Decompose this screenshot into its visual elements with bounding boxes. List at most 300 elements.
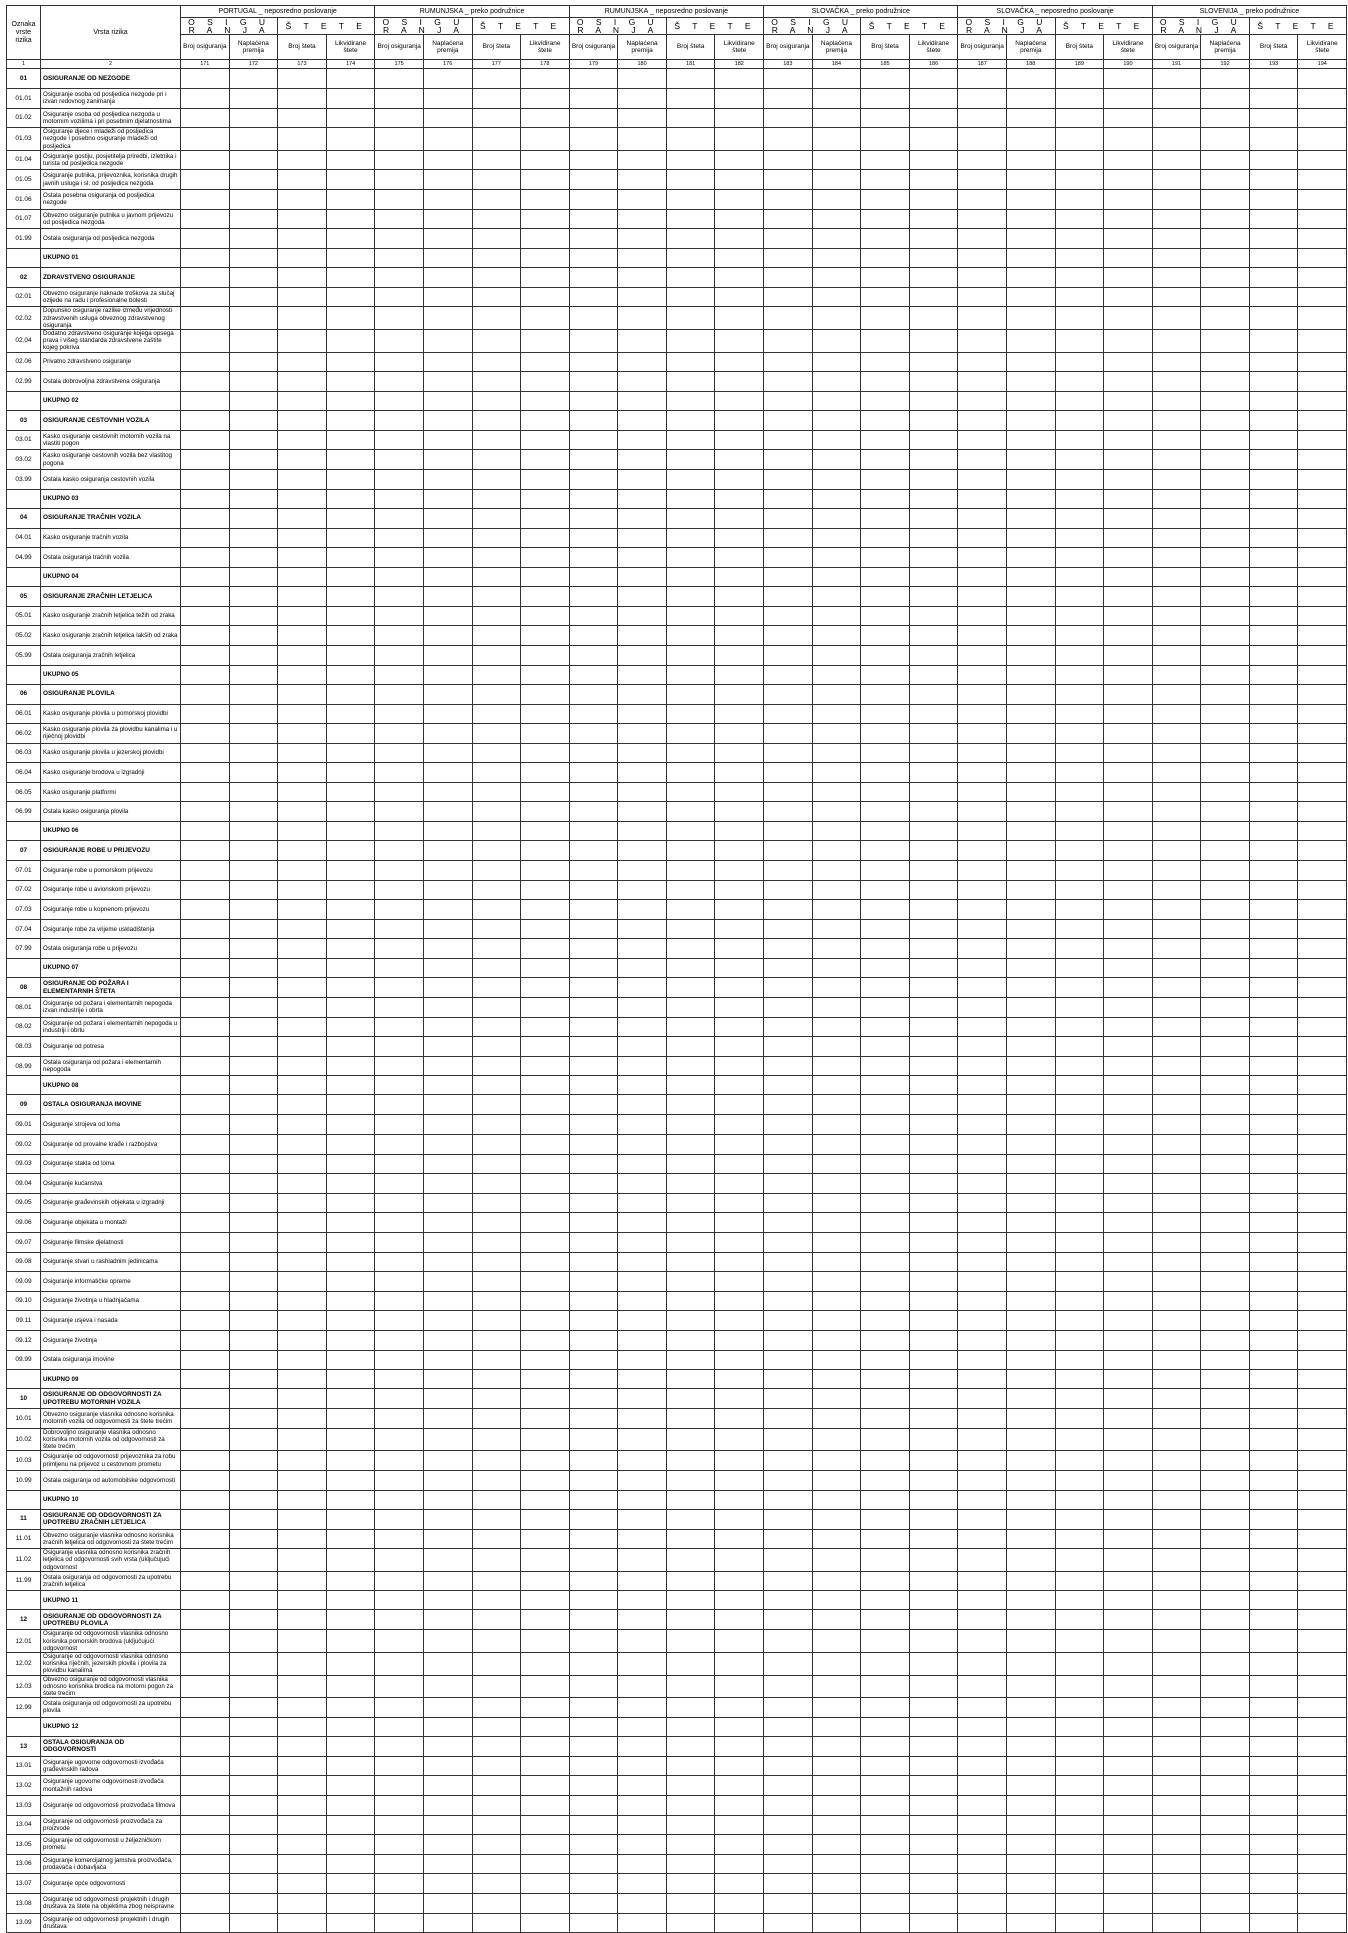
data-cell[interactable]	[278, 1630, 327, 1653]
data-cell[interactable]	[423, 1095, 472, 1115]
data-cell[interactable]	[472, 410, 521, 430]
data-cell[interactable]	[861, 1350, 910, 1370]
data-cell[interactable]	[1104, 1451, 1153, 1471]
data-cell[interactable]	[1201, 1154, 1250, 1174]
data-cell[interactable]	[569, 1675, 618, 1698]
data-cell[interactable]	[715, 802, 764, 822]
data-cell[interactable]	[1298, 430, 1347, 450]
data-cell[interactable]	[375, 1776, 424, 1796]
data-cell[interactable]	[764, 248, 813, 267]
data-cell[interactable]	[764, 939, 813, 959]
data-cell[interactable]	[618, 684, 667, 704]
data-cell[interactable]	[375, 1854, 424, 1874]
data-cell[interactable]	[1201, 469, 1250, 489]
data-cell[interactable]	[958, 1409, 1007, 1429]
data-cell[interactable]	[812, 919, 861, 939]
data-cell[interactable]	[1298, 802, 1347, 822]
data-cell[interactable]	[521, 1549, 570, 1572]
data-cell[interactable]	[181, 189, 230, 209]
data-cell[interactable]	[666, 391, 715, 410]
data-cell[interactable]	[1152, 1591, 1201, 1610]
data-cell[interactable]	[812, 1330, 861, 1350]
data-cell[interactable]	[861, 743, 910, 763]
data-cell[interactable]	[1152, 209, 1201, 229]
data-cell[interactable]	[764, 900, 813, 920]
data-cell[interactable]	[521, 861, 570, 881]
data-cell[interactable]	[715, 189, 764, 209]
data-cell[interactable]	[1055, 489, 1104, 508]
data-cell[interactable]	[423, 1717, 472, 1736]
data-cell[interactable]	[229, 430, 278, 450]
data-cell[interactable]	[521, 1529, 570, 1549]
data-cell[interactable]	[618, 1193, 667, 1213]
data-cell[interactable]	[278, 1154, 327, 1174]
data-cell[interactable]	[326, 1549, 375, 1572]
data-cell[interactable]	[812, 1017, 861, 1037]
data-cell[interactable]	[861, 1717, 910, 1736]
data-cell[interactable]	[618, 782, 667, 802]
data-cell[interactable]	[569, 743, 618, 763]
data-cell[interactable]	[1104, 822, 1153, 841]
data-cell[interactable]	[909, 1509, 958, 1529]
data-cell[interactable]	[1152, 684, 1201, 704]
data-cell[interactable]	[715, 69, 764, 89]
data-cell[interactable]	[764, 267, 813, 287]
data-cell[interactable]	[618, 606, 667, 626]
data-cell[interactable]	[569, 430, 618, 450]
data-cell[interactable]	[569, 1470, 618, 1490]
data-cell[interactable]	[423, 170, 472, 190]
data-cell[interactable]	[1249, 1350, 1298, 1370]
data-cell[interactable]	[278, 841, 327, 861]
data-cell[interactable]	[1298, 1174, 1347, 1194]
data-cell[interactable]	[861, 209, 910, 229]
data-cell[interactable]	[375, 802, 424, 822]
data-cell[interactable]	[229, 724, 278, 744]
data-cell[interactable]	[958, 128, 1007, 151]
data-cell[interactable]	[1201, 1232, 1250, 1252]
data-cell[interactable]	[375, 267, 424, 287]
data-cell[interactable]	[278, 1698, 327, 1718]
data-cell[interactable]	[569, 1154, 618, 1174]
data-cell[interactable]	[229, 704, 278, 724]
data-cell[interactable]	[1006, 1490, 1055, 1509]
data-cell[interactable]	[1298, 69, 1347, 89]
data-cell[interactable]	[375, 1389, 424, 1409]
data-cell[interactable]	[375, 724, 424, 744]
data-cell[interactable]	[472, 1509, 521, 1529]
data-cell[interactable]	[1055, 410, 1104, 430]
data-cell[interactable]	[861, 248, 910, 267]
data-cell[interactable]	[715, 1193, 764, 1213]
data-cell[interactable]	[326, 1272, 375, 1292]
data-cell[interactable]	[1152, 1076, 1201, 1095]
data-cell[interactable]	[521, 170, 570, 190]
data-cell[interactable]	[326, 1330, 375, 1350]
data-cell[interactable]	[229, 880, 278, 900]
data-cell[interactable]	[909, 229, 958, 249]
data-cell[interactable]	[909, 1451, 958, 1471]
data-cell[interactable]	[666, 919, 715, 939]
data-cell[interactable]	[1298, 1076, 1347, 1095]
data-cell[interactable]	[666, 1056, 715, 1076]
data-cell[interactable]	[1201, 645, 1250, 665]
data-cell[interactable]	[666, 1174, 715, 1194]
data-cell[interactable]	[958, 248, 1007, 267]
data-cell[interactable]	[909, 391, 958, 410]
data-cell[interactable]	[715, 1428, 764, 1451]
data-cell[interactable]	[278, 548, 327, 568]
data-cell[interactable]	[958, 586, 1007, 606]
data-cell[interactable]	[958, 287, 1007, 307]
data-cell[interactable]	[326, 626, 375, 646]
data-cell[interactable]	[1201, 1451, 1250, 1471]
data-cell[interactable]	[666, 782, 715, 802]
data-cell[interactable]	[715, 1409, 764, 1429]
data-cell[interactable]	[423, 1350, 472, 1370]
data-cell[interactable]	[1152, 267, 1201, 287]
data-cell[interactable]	[666, 1135, 715, 1155]
data-cell[interactable]	[618, 978, 667, 998]
data-cell[interactable]	[1249, 959, 1298, 978]
data-cell[interactable]	[521, 1795, 570, 1815]
data-cell[interactable]	[521, 1135, 570, 1155]
data-cell[interactable]	[715, 1115, 764, 1135]
data-cell[interactable]	[1104, 606, 1153, 626]
data-cell[interactable]	[229, 1571, 278, 1591]
data-cell[interactable]	[181, 665, 230, 684]
data-cell[interactable]	[375, 1913, 424, 1933]
data-cell[interactable]	[909, 89, 958, 109]
data-cell[interactable]	[181, 841, 230, 861]
data-cell[interactable]	[181, 998, 230, 1018]
data-cell[interactable]	[1152, 128, 1201, 151]
data-cell[interactable]	[278, 978, 327, 998]
data-cell[interactable]	[909, 724, 958, 744]
data-cell[interactable]	[1298, 1893, 1347, 1913]
data-cell[interactable]	[861, 229, 910, 249]
data-cell[interactable]	[229, 1330, 278, 1350]
data-cell[interactable]	[278, 1017, 327, 1037]
data-cell[interactable]	[229, 645, 278, 665]
data-cell[interactable]	[229, 489, 278, 508]
data-cell[interactable]	[715, 1037, 764, 1057]
data-cell[interactable]	[423, 645, 472, 665]
data-cell[interactable]	[521, 508, 570, 528]
data-cell[interactable]	[618, 1610, 667, 1630]
data-cell[interactable]	[423, 1776, 472, 1796]
data-cell[interactable]	[521, 1095, 570, 1115]
data-cell[interactable]	[569, 1409, 618, 1429]
data-cell[interactable]	[1152, 626, 1201, 646]
data-cell[interactable]	[521, 1509, 570, 1529]
data-cell[interactable]	[326, 665, 375, 684]
data-cell[interactable]	[1201, 880, 1250, 900]
data-cell[interactable]	[1298, 822, 1347, 841]
data-cell[interactable]	[1055, 1854, 1104, 1874]
data-cell[interactable]	[1104, 1272, 1153, 1292]
data-cell[interactable]	[278, 1115, 327, 1135]
data-cell[interactable]	[278, 1470, 327, 1490]
data-cell[interactable]	[1249, 1451, 1298, 1471]
data-cell[interactable]	[181, 1154, 230, 1174]
data-cell[interactable]	[229, 1252, 278, 1272]
data-cell[interactable]	[1104, 841, 1153, 861]
data-cell[interactable]	[569, 69, 618, 89]
data-cell[interactable]	[472, 586, 521, 606]
data-cell[interactable]	[569, 802, 618, 822]
data-cell[interactable]	[1152, 1115, 1201, 1135]
data-cell[interactable]	[278, 352, 327, 372]
data-cell[interactable]	[423, 959, 472, 978]
data-cell[interactable]	[958, 1652, 1007, 1675]
data-cell[interactable]	[1201, 1893, 1250, 1913]
data-cell[interactable]	[812, 1311, 861, 1331]
data-cell[interactable]	[181, 802, 230, 822]
data-cell[interactable]	[909, 782, 958, 802]
data-cell[interactable]	[666, 1017, 715, 1037]
data-cell[interactable]	[521, 665, 570, 684]
data-cell[interactable]	[1298, 248, 1347, 267]
data-cell[interactable]	[181, 1698, 230, 1718]
data-cell[interactable]	[958, 1698, 1007, 1718]
data-cell[interactable]	[472, 1756, 521, 1776]
data-cell[interactable]	[375, 959, 424, 978]
data-cell[interactable]	[229, 841, 278, 861]
data-cell[interactable]	[1006, 1037, 1055, 1057]
data-cell[interactable]	[1055, 1037, 1104, 1057]
data-cell[interactable]	[618, 1470, 667, 1490]
data-cell[interactable]	[181, 89, 230, 109]
data-cell[interactable]	[1298, 170, 1347, 190]
data-cell[interactable]	[715, 822, 764, 841]
data-cell[interactable]	[715, 1095, 764, 1115]
data-cell[interactable]	[569, 508, 618, 528]
data-cell[interactable]	[375, 1193, 424, 1213]
data-cell[interactable]	[1104, 1470, 1153, 1490]
data-cell[interactable]	[569, 391, 618, 410]
data-cell[interactable]	[278, 1056, 327, 1076]
data-cell[interactable]	[618, 763, 667, 783]
data-cell[interactable]	[1298, 410, 1347, 430]
data-cell[interactable]	[909, 1135, 958, 1155]
data-cell[interactable]	[181, 1389, 230, 1409]
data-cell[interactable]	[764, 1874, 813, 1894]
data-cell[interactable]	[1152, 802, 1201, 822]
data-cell[interactable]	[569, 229, 618, 249]
data-cell[interactable]	[715, 1451, 764, 1471]
data-cell[interactable]	[521, 267, 570, 287]
data-cell[interactable]	[715, 606, 764, 626]
data-cell[interactable]	[666, 1232, 715, 1252]
data-cell[interactable]	[181, 1795, 230, 1815]
data-cell[interactable]	[1104, 1252, 1153, 1272]
data-cell[interactable]	[569, 1630, 618, 1653]
data-cell[interactable]	[1298, 861, 1347, 881]
data-cell[interactable]	[1201, 1652, 1250, 1675]
data-cell[interactable]	[181, 1232, 230, 1252]
data-cell[interactable]	[521, 645, 570, 665]
data-cell[interactable]	[375, 1652, 424, 1675]
data-cell[interactable]	[375, 880, 424, 900]
data-cell[interactable]	[229, 352, 278, 372]
data-cell[interactable]	[521, 1854, 570, 1874]
data-cell[interactable]	[1249, 391, 1298, 410]
data-cell[interactable]	[861, 919, 910, 939]
data-cell[interactable]	[1201, 1490, 1250, 1509]
data-cell[interactable]	[1201, 802, 1250, 822]
data-cell[interactable]	[764, 548, 813, 568]
data-cell[interactable]	[812, 1854, 861, 1874]
data-cell[interactable]	[1249, 1389, 1298, 1409]
data-cell[interactable]	[1055, 782, 1104, 802]
data-cell[interactable]	[1298, 1370, 1347, 1389]
data-cell[interactable]	[423, 1389, 472, 1409]
data-cell[interactable]	[181, 1428, 230, 1451]
data-cell[interactable]	[958, 150, 1007, 170]
data-cell[interactable]	[764, 209, 813, 229]
data-cell[interactable]	[1201, 1095, 1250, 1115]
data-cell[interactable]	[229, 1135, 278, 1155]
data-cell[interactable]	[423, 763, 472, 783]
data-cell[interactable]	[326, 489, 375, 508]
data-cell[interactable]	[181, 1913, 230, 1933]
data-cell[interactable]	[1298, 626, 1347, 646]
data-cell[interactable]	[958, 1675, 1007, 1698]
data-cell[interactable]	[326, 189, 375, 209]
data-cell[interactable]	[278, 1652, 327, 1675]
data-cell[interactable]	[1055, 1591, 1104, 1610]
data-cell[interactable]	[861, 1675, 910, 1698]
data-cell[interactable]	[715, 1056, 764, 1076]
data-cell[interactable]	[1104, 1193, 1153, 1213]
data-cell[interactable]	[521, 1037, 570, 1057]
data-cell[interactable]	[229, 939, 278, 959]
data-cell[interactable]	[958, 1330, 1007, 1350]
data-cell[interactable]	[1104, 978, 1153, 998]
data-cell[interactable]	[958, 1451, 1007, 1471]
data-cell[interactable]	[812, 1549, 861, 1572]
data-cell[interactable]	[1006, 1115, 1055, 1135]
data-cell[interactable]	[1055, 743, 1104, 763]
data-cell[interactable]	[1006, 998, 1055, 1018]
data-cell[interactable]	[326, 1529, 375, 1549]
data-cell[interactable]	[861, 1549, 910, 1572]
data-cell[interactable]	[1006, 1095, 1055, 1115]
data-cell[interactable]	[375, 1135, 424, 1155]
data-cell[interactable]	[1006, 1717, 1055, 1736]
data-cell[interactable]	[326, 391, 375, 410]
data-cell[interactable]	[618, 880, 667, 900]
data-cell[interactable]	[618, 1698, 667, 1718]
data-cell[interactable]	[1249, 469, 1298, 489]
data-cell[interactable]	[715, 1470, 764, 1490]
data-cell[interactable]	[326, 567, 375, 586]
data-cell[interactable]	[278, 1675, 327, 1698]
data-cell[interactable]	[958, 1529, 1007, 1549]
data-cell[interactable]	[958, 1549, 1007, 1572]
data-cell[interactable]	[909, 1389, 958, 1409]
data-cell[interactable]	[666, 1529, 715, 1549]
data-cell[interactable]	[1298, 548, 1347, 568]
data-cell[interactable]	[764, 372, 813, 392]
data-cell[interactable]	[909, 1835, 958, 1855]
data-cell[interactable]	[423, 1549, 472, 1572]
data-cell[interactable]	[229, 69, 278, 89]
data-cell[interactable]	[1298, 1232, 1347, 1252]
data-cell[interactable]	[1006, 1409, 1055, 1429]
data-cell[interactable]	[326, 1776, 375, 1796]
data-cell[interactable]	[958, 410, 1007, 430]
data-cell[interactable]	[278, 248, 327, 267]
data-cell[interactable]	[375, 743, 424, 763]
data-cell[interactable]	[1006, 108, 1055, 128]
data-cell[interactable]	[666, 743, 715, 763]
data-cell[interactable]	[229, 1549, 278, 1572]
data-cell[interactable]	[1201, 89, 1250, 109]
data-cell[interactable]	[666, 939, 715, 959]
data-cell[interactable]	[569, 248, 618, 267]
data-cell[interactable]	[1249, 1370, 1298, 1389]
data-cell[interactable]	[764, 665, 813, 684]
data-cell[interactable]	[1249, 743, 1298, 763]
data-cell[interactable]	[1249, 1409, 1298, 1429]
data-cell[interactable]	[812, 1509, 861, 1529]
data-cell[interactable]	[1298, 1756, 1347, 1776]
data-cell[interactable]	[472, 1776, 521, 1796]
data-cell[interactable]	[618, 1874, 667, 1894]
data-cell[interactable]	[958, 508, 1007, 528]
data-cell[interactable]	[1006, 1252, 1055, 1272]
data-cell[interactable]	[666, 626, 715, 646]
data-cell[interactable]	[423, 1291, 472, 1311]
data-cell[interactable]	[1006, 606, 1055, 626]
data-cell[interactable]	[1055, 586, 1104, 606]
data-cell[interactable]	[715, 998, 764, 1018]
data-cell[interactable]	[1055, 170, 1104, 190]
data-cell[interactable]	[715, 1252, 764, 1272]
data-cell[interactable]	[1104, 1490, 1153, 1509]
data-cell[interactable]	[1152, 1451, 1201, 1471]
data-cell[interactable]	[1006, 1776, 1055, 1796]
data-cell[interactable]	[1055, 1389, 1104, 1409]
data-cell[interactable]	[521, 430, 570, 450]
data-cell[interactable]	[1104, 704, 1153, 724]
data-cell[interactable]	[375, 1549, 424, 1572]
data-cell[interactable]	[375, 307, 424, 330]
data-cell[interactable]	[861, 665, 910, 684]
data-cell[interactable]	[1104, 880, 1153, 900]
data-cell[interactable]	[812, 1154, 861, 1174]
data-cell[interactable]	[958, 1291, 1007, 1311]
data-cell[interactable]	[764, 1037, 813, 1057]
data-cell[interactable]	[618, 1428, 667, 1451]
data-cell[interactable]	[1298, 1135, 1347, 1155]
data-cell[interactable]	[666, 645, 715, 665]
data-cell[interactable]	[375, 1815, 424, 1835]
data-cell[interactable]	[472, 372, 521, 392]
data-cell[interactable]	[1201, 1591, 1250, 1610]
data-cell[interactable]	[1249, 229, 1298, 249]
data-cell[interactable]	[909, 645, 958, 665]
data-cell[interactable]	[618, 704, 667, 724]
data-cell[interactable]	[861, 329, 910, 352]
data-cell[interactable]	[812, 1350, 861, 1370]
data-cell[interactable]	[909, 1630, 958, 1653]
data-cell[interactable]	[1104, 743, 1153, 763]
data-cell[interactable]	[1055, 1174, 1104, 1194]
data-cell[interactable]	[1152, 861, 1201, 881]
